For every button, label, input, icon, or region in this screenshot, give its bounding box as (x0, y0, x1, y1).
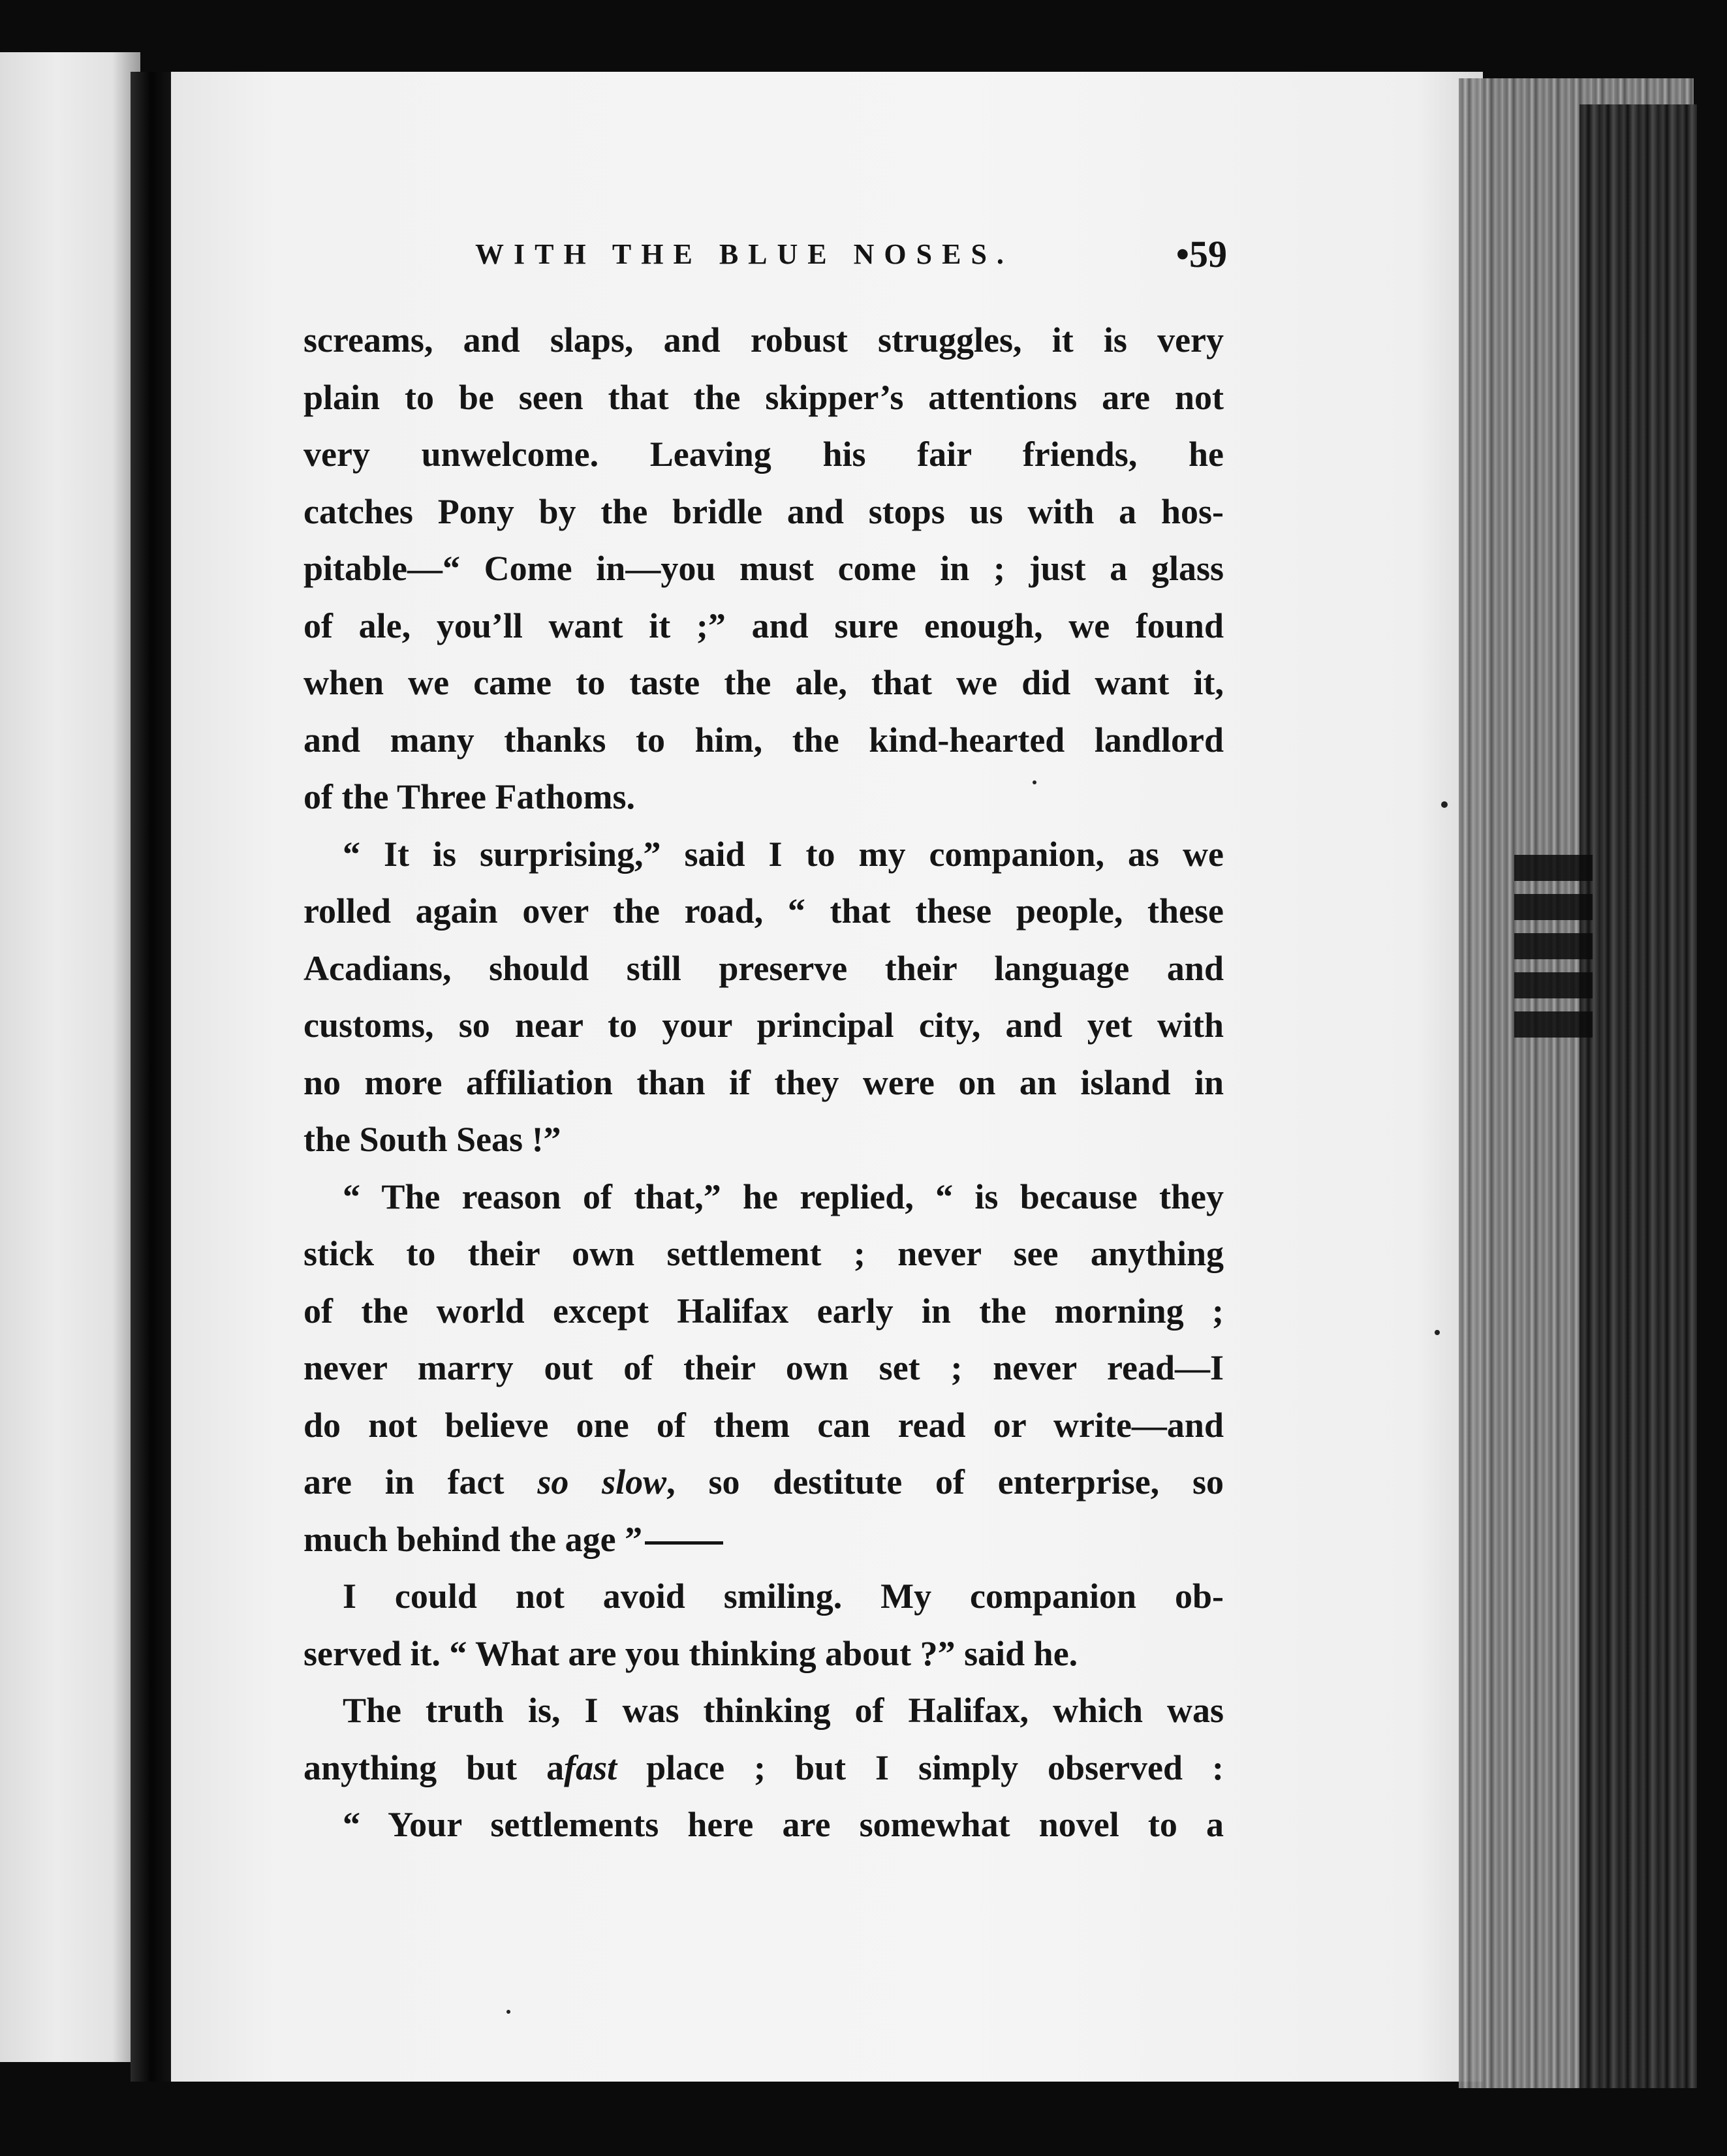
text-line: catches Pony by the bridle and stops us with a hos- (303, 491, 1224, 531)
italic-text: fast (564, 1748, 617, 1787)
text-line: “ The reason of that,” he replied, “ is because they (343, 1177, 1224, 1216)
text-line: no more affiliation than if they were on an island in (303, 1062, 1224, 1102)
text-line: of the Three Fathoms. (303, 777, 635, 816)
edge-stamp-mark (1514, 842, 1593, 1038)
text-line: and many thanks to him, the kind-hearted landlord (303, 720, 1224, 760)
body-text (303, 312, 1224, 1854)
text-line: The truth is, I was thinking of Halifax, which was (343, 1691, 1224, 1730)
speck (1435, 1330, 1440, 1335)
text-run: are in fact (303, 1462, 505, 1502)
text-line: do not believe one of them can read or write—and (303, 1405, 1224, 1445)
text-line: I could not avoid smiling. My companion ob- (343, 1577, 1224, 1616)
text-line (303, 1454, 1224, 1511)
text-run: place ; but I simply observed : (617, 1748, 1224, 1787)
text-line: of the world except Halifax early in the morning ; (303, 1291, 1224, 1331)
text-line: screams, and slaps, and robust struggles, it is very (303, 320, 1224, 360)
page-number: •59 (1175, 233, 1227, 275)
running-title: WITH THE BLUE NOSES. (475, 238, 1014, 270)
text-line: when we came to taste the ale, that we did want it, (303, 663, 1224, 702)
text-line: served it. “ What are you thinking about ?” said he. (303, 1633, 1078, 1673)
speck (1441, 801, 1448, 808)
text-line: “ Your settlements here are somewhat novel to a (343, 1805, 1224, 1844)
text-line: “ It is surprising,” said I to my companion, as we (343, 834, 1224, 874)
text-line: never marry out of their own set ; never read—I (303, 1348, 1224, 1387)
text-line: stick to their own settlement ; never see anything (303, 1234, 1224, 1273)
text-run: , so destitute of enterprise, so (666, 1462, 1224, 1502)
text-line (303, 1740, 1224, 1797)
text-line: customs, so near to your principal city, and yet with (303, 1006, 1224, 1045)
text-run: much behind the age ” (303, 1519, 643, 1559)
speck (506, 2010, 510, 2014)
text-run: anything but a (303, 1748, 565, 1787)
text-line: pitable—“ Come in—you must come in ; just a glass (303, 549, 1224, 588)
facing-page-left (0, 52, 140, 2062)
text-line (303, 1511, 1224, 1569)
page-edges-dark (1579, 104, 1697, 2088)
text-line: plain to be seen that the skipper’s attentions are not (303, 377, 1224, 417)
running-head (300, 232, 1227, 277)
text-line: very unwelcome. Leaving his fair friends, he (303, 435, 1224, 474)
text-line: rolled again over the road, “ that these people, these (303, 891, 1224, 931)
italic-text: so slow (537, 1462, 667, 1502)
text-line: the South Seas !” (303, 1120, 561, 1159)
em-dash-rule (645, 1541, 723, 1545)
text-line: of ale, you’ll want it ;” and sure enough, we found (303, 606, 1224, 645)
text-line: Acadians, should still preserve their language and (303, 948, 1224, 988)
